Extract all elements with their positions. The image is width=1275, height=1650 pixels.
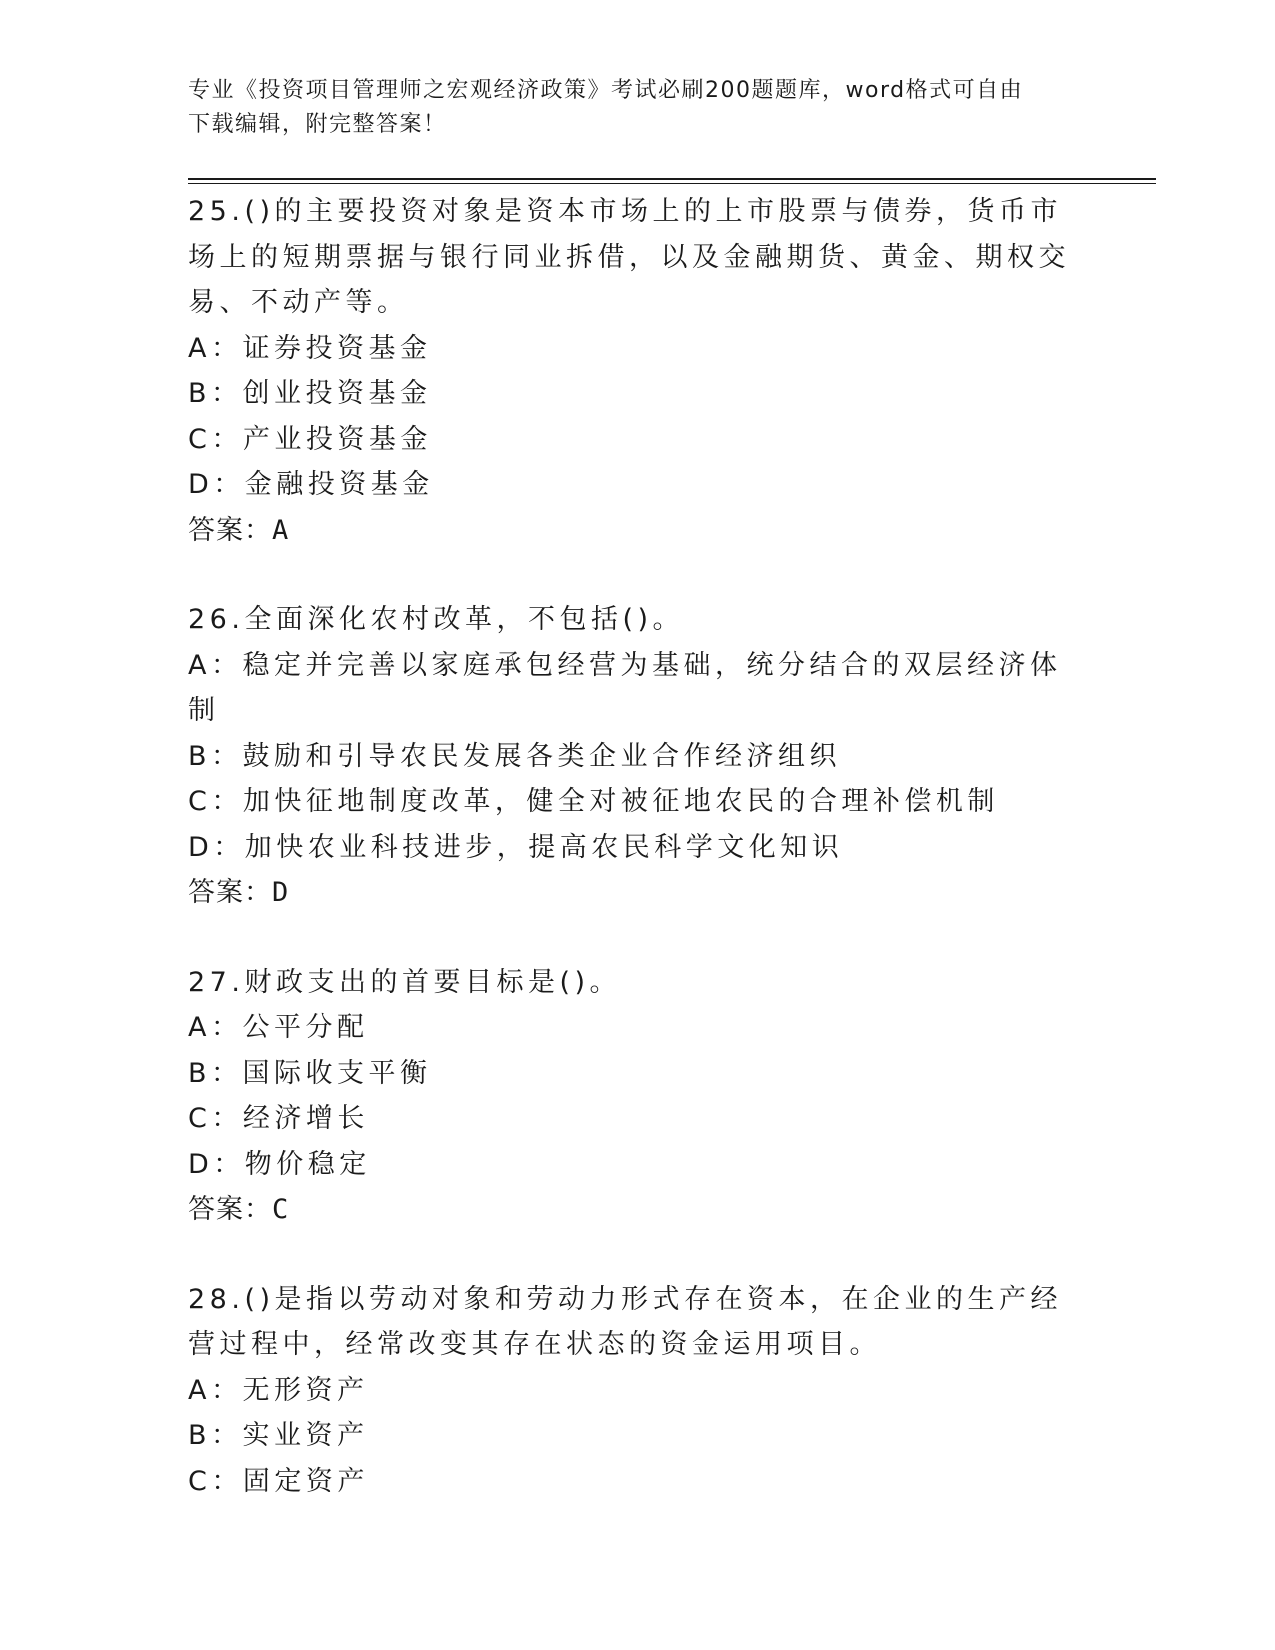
answer-line	[188, 870, 1088, 916]
answer-value: C	[272, 1194, 290, 1225]
option-b: B：实业资产	[188, 1420, 369, 1451]
answer-value: A	[272, 514, 290, 546]
question-27	[188, 960, 1088, 1233]
option-a: A：公平分配	[188, 1012, 369, 1043]
document-header	[188, 74, 1088, 142]
answer-label: 答案：	[188, 514, 272, 546]
option-d: D：物价稳定	[188, 1148, 371, 1180]
option-c: C：固定资产	[188, 1465, 369, 1497]
question-25	[188, 189, 1088, 553]
option-d: D：加快农业科技进步，提高农民科学文化知识	[188, 831, 844, 863]
answer-line	[188, 1187, 1088, 1233]
question-stem: 27.财政支出的首要目标是()。	[188, 966, 622, 998]
header-title-line-1: 专业《投资项目管理师之宏观经济政策》考试必刷200题题库，word格式可自由	[188, 78, 1024, 103]
question-26	[188, 597, 1088, 916]
header-divider-thick	[188, 178, 1156, 180]
header-divider-thin	[188, 183, 1156, 184]
header-title-line-2: 下载编辑，附完整答案！	[188, 112, 447, 137]
question-28	[188, 1277, 1088, 1505]
option-b: B：创业投资基金	[188, 378, 432, 409]
option-b: B：国际收支平衡	[188, 1057, 432, 1089]
answer-label: 答案：	[188, 1194, 272, 1225]
option-c: C：产业投资基金	[188, 423, 432, 455]
option-d: D：金融投资基金	[188, 469, 434, 500]
option-a: A：稳定并完善以家庭承包经营为基础，统分结合的双层经济体制	[188, 649, 1062, 726]
question-stem: 28.()是指以劳动对象和劳动力形式存在资本，在企业的生产经营过程中，经常改变其存在状态的资金运用项目。	[188, 1283, 1063, 1360]
option-a: A：无形资产	[188, 1374, 369, 1406]
question-stem: 25.()的主要投资对象是资本市场上的上市股票与债券，货币市场上的短期票据与银行同业拆借，以及金融期货、黄金、期权交易、不动产等。	[188, 196, 1070, 318]
option-c: C：加快征地制度改革，健全对被征地农民的合理补偿机制	[188, 786, 999, 817]
answer-value: D	[272, 877, 290, 908]
question-list	[188, 189, 1088, 1548]
answer-line	[188, 508, 1088, 554]
option-a: A：证券投资基金	[188, 332, 432, 364]
answer-label: 答案：	[188, 877, 272, 908]
option-c: C：经济增长	[188, 1103, 369, 1134]
option-b: B：鼓励和引导农民发展各类企业合作经济组织	[188, 740, 842, 772]
question-stem: 26.全面深化农村改革，不包括()。	[188, 604, 685, 635]
